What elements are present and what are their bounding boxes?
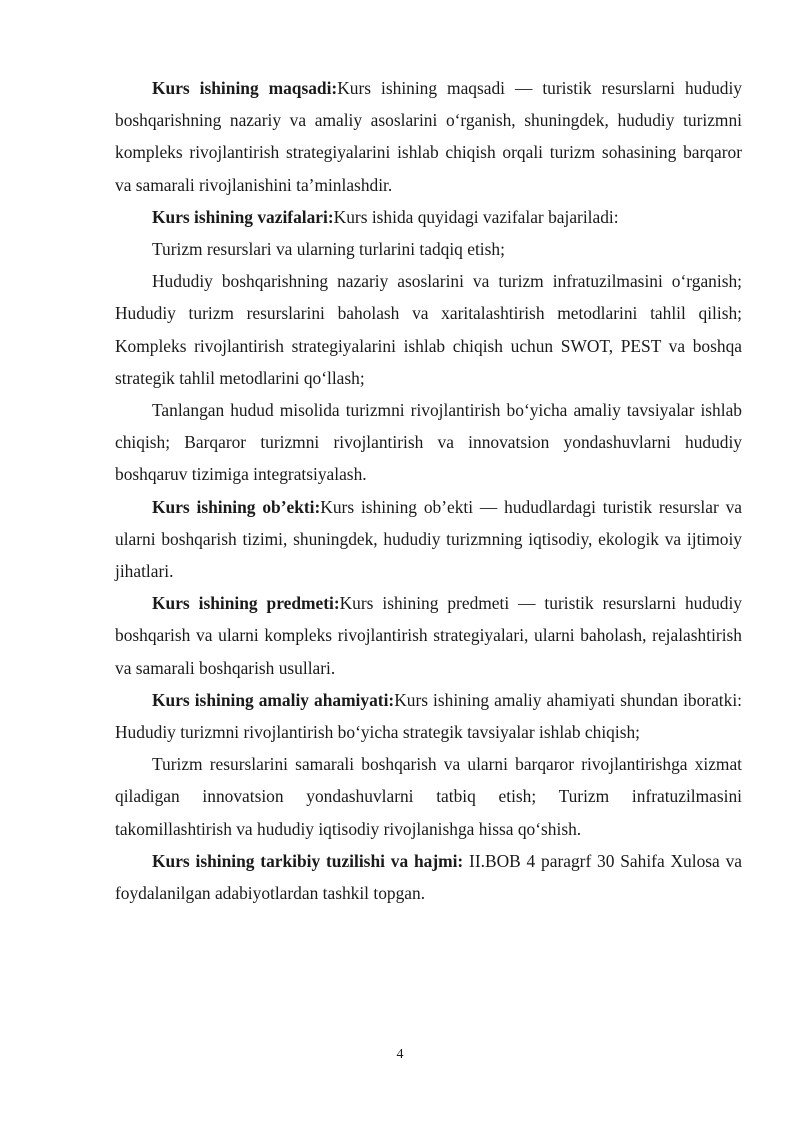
paragraph-practical-significance <box>115 684 742 748</box>
paragraph-practical-continued <box>115 748 742 845</box>
page-number: 4 <box>396 1047 404 1062</box>
paragraph-text: Hududiy boshqarishning nazariy asoslarini va turizm infratuzilmasini o‘rganish; Hududiy turizm resurslarini baholash va xaritalashtirish metodlarini tahlil qilish; Kompleks rivojlantirish strategiyalarini ishlab chiqish uchun SWOT, PEST va boshqa strategik tahlil metodlarini qo‘llash; <box>115 271 742 388</box>
paragraph-text: Kurs ishining predmeti — turistik resurslarni hududiy boshqarish va ularni kompleks rivojlantirish strategiyalari, ularni baholash, rejalashtirish va samarali boshqarish usullari. <box>115 593 742 678</box>
paragraph-goal <box>115 72 742 201</box>
paragraph-lead: Kurs ishining amaliy ahamiyati: <box>152 689 395 710</box>
paragraph-structure <box>115 845 742 909</box>
paragraph-text: Turizm resurslari va ularning turlarini tadqiq etish; <box>152 239 505 260</box>
paragraph-lead: Kurs ishining ob’ekti: <box>152 496 321 517</box>
paragraph-task-1 <box>115 233 742 265</box>
paragraph-text: Tanlangan hudud misolida turizmni rivojlantirish bo‘yicha amaliy tavsiyalar ishlab chiqish; Barqaror turizmni rivojlantirish va innovatsion yondashuvlarni hududiy boshqaruv tizimiga integratsiyalash. <box>115 400 742 485</box>
paragraph-text: Kurs ishining ob’ekti — hududlardagi turistik resurslar va ularni boshqarish tizimi, shuningdek, hududiy turizmning iqtisodiy, ekologik va ijtimoiy jihatlari. <box>115 496 742 582</box>
paragraph-task-2 <box>115 265 742 394</box>
paragraph-lead: Kurs ishining maqsadi: <box>152 78 338 98</box>
paragraph-lead: Kurs ishining vazifalari: <box>152 206 334 227</box>
paragraph-text: Turizm resurslarini samarali boshqarish va ularni barqaror rivojlantirishga xizmat qiladigan innovatsion yondashuvlarni tatbiq etish; Turizm infratuzilmasini takomillashtirish va hududiy iqtisodiy rivojlanishga hissa qo‘shish. <box>115 754 742 839</box>
paragraph-object <box>115 491 742 588</box>
paragraph-text: II.BOB 4 paragrf 30 Sahifa Xulosa va foydalanilgan adabiyotlardan tashkil topgan. <box>115 850 742 904</box>
paragraph-subject <box>115 587 742 684</box>
paragraph-task-3 <box>115 394 742 491</box>
paragraph-text: Kurs ishining maqsadi — turistik resurslarni hududiy boshqarishning nazariy va amaliy asoslarini o‘rganish, shuningdek, hududiy turizmni kompleks rivojlantirish strategiyalarini ishlab chiqish orqali turizm sohasining barqaror va samarali rivojlanishini ta’minlashdir. <box>115 78 742 195</box>
paragraph-lead: Kurs ishining predmeti: <box>152 593 340 614</box>
document-body <box>115 72 742 909</box>
paragraph-text: Kurs ishining amaliy ahamiyati shundan iboratki: Hududiy turizmni rivojlantirish bo‘yicha strategik tavsiyalar ishlab chiqish; <box>115 689 742 743</box>
paragraph-text: Kurs ishida quyidagi vazifalar bajariladi: <box>333 206 619 227</box>
paragraph-lead: Kurs ishining tarkibiy tuzilishi va hajmi: <box>152 850 464 871</box>
paragraph-tasks <box>115 201 742 233</box>
